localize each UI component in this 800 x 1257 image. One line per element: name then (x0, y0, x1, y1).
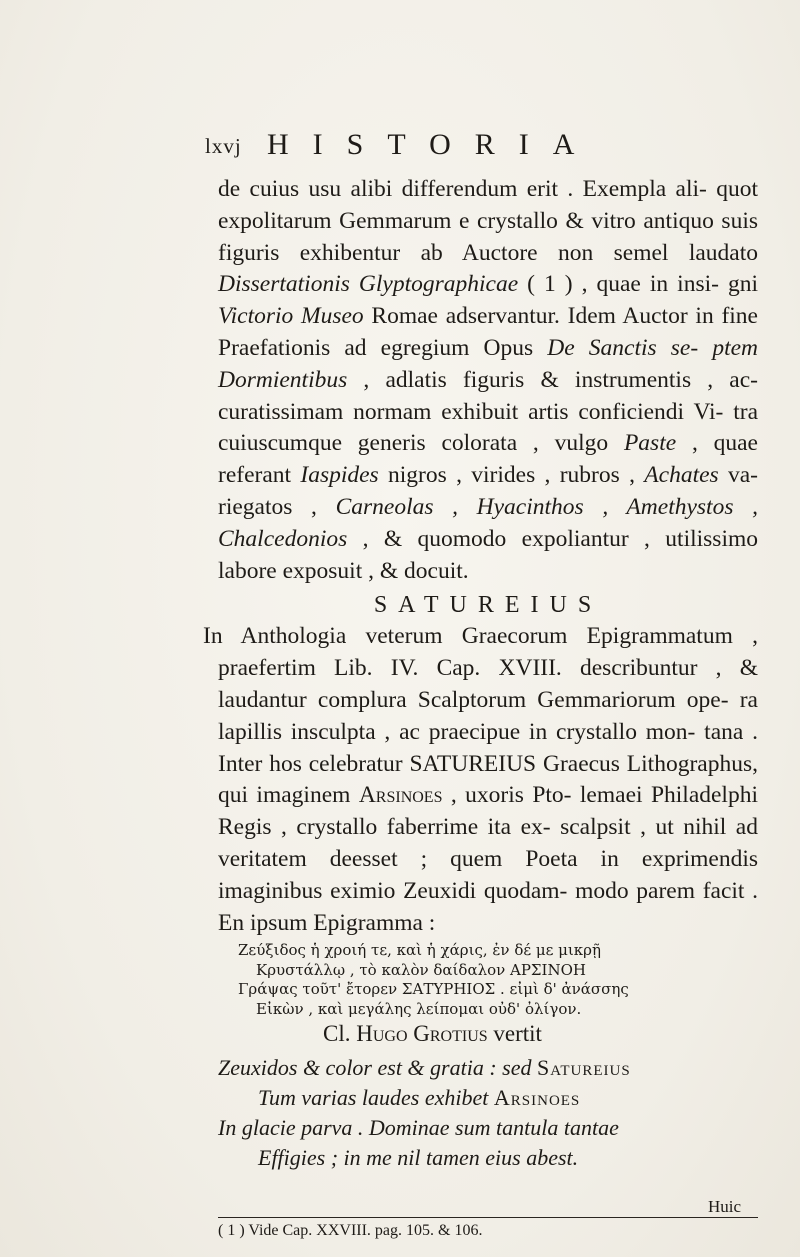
text-line: laudato (688, 239, 758, 266)
verse-line (218, 1083, 758, 1113)
section-heading: SATUREIUS (373, 592, 603, 619)
text-line: in exprimendis imaginibus eximio Zeuxidi quodam- (218, 845, 758, 904)
text-line: & docuit. (379, 557, 469, 584)
text-line: In Anthologia veterum Graecorum Epigrammatum , (203, 623, 758, 650)
page-number: lxvj (205, 134, 242, 158)
text-line: antiquo suis figuris exhibentur ab Auctore non semel (218, 207, 759, 266)
term: Paste (623, 430, 677, 457)
text-line: praefertim Lib. IV. Cap. XVIII. describuntur , & (218, 655, 758, 682)
text-line: gni (727, 271, 758, 298)
text-line: tra cuiuscumque generis colorata , vulgo (218, 398, 759, 457)
text-line: va- (718, 462, 758, 489)
text-line: & quomodo expoliantur , utilissimo labore exposuit , (218, 525, 759, 584)
greek-line: Εἰκὼν , καὶ μεγάλης λείπομαι οὐδ' ὀλίγον. (256, 999, 582, 1018)
person-name: Satureius (536, 1055, 631, 1081)
text-line: vertit (487, 1021, 542, 1047)
text-line: ra lapillis insculpta , ac praecipue in crystallo mon- (218, 686, 758, 745)
text-line: , (347, 525, 369, 552)
person-name: Hugo Grotius (356, 1021, 488, 1047)
text-line: , adlatis figuris & instrumentis , ac- (347, 366, 758, 393)
greek-line: Γράψας τοῦτ' ἔτορεν ΣΑΤΥΡΗΙΟΣ . εἰμὶ δ' ἀνάσσης (238, 980, 629, 999)
footnote: ( 1 ) Vide Cap. XXVIII. pag. 105. & 106. (218, 1222, 483, 1239)
text-line: curatissimam normam exhibuit artis conficiendi Vi- (218, 398, 724, 425)
text-line: lemaei Philadelphi Regis , crystallo faberrime ita ex- (218, 782, 758, 841)
paragraph-anthologia (203, 621, 758, 939)
verse-text: Tum varias laudes exhibet (258, 1085, 494, 1111)
greek-epigram (238, 941, 758, 1019)
greek-line: Ζεύξιδος ἡ χροιή τε, καὶ ἡ χάρις, ἐν δέ με μικρῇ (238, 941, 601, 960)
text-line: in fine Praefationis ad egregium Opus (218, 303, 758, 361)
text-line: quot expolitarum Gemmarum e crystallo & vitro (218, 176, 759, 234)
footnote-rule (218, 1217, 758, 1218)
text-line: laudantur complura Scalptorum Gemmariorum ope- (218, 686, 729, 713)
page-header (205, 128, 745, 168)
person-name: Arsinoes (358, 782, 443, 809)
term: Iaspides (300, 462, 379, 489)
text-line: , quae (676, 430, 758, 457)
latin-translation (218, 1053, 758, 1173)
book-title: De Sanctis se- (547, 334, 699, 361)
verse-line: Effigies ; in me nil tamen eius abest. (258, 1145, 579, 1171)
text-line: riegatos , (218, 493, 336, 520)
text-line: modo parem facit . En ipsum Epigramma : (218, 877, 758, 936)
text-line: Lithographus, qui imaginem (218, 750, 758, 809)
text-line: , uxoris Pto- (442, 782, 572, 809)
term: Carneolas , Hyacinthos , Amethystos , Chalcedonios (218, 493, 758, 552)
verse-text: Zeuxidos & color est & gratia : sed (218, 1055, 537, 1081)
greek-line: Κρυστάλλῳ , τὸ καλὸν δαίδαλον ΑΡΣΙΝΟΗ (256, 960, 586, 979)
text-line: ( 1 ) , quae in insi- (518, 271, 719, 298)
person-name: Arsinoes (493, 1085, 581, 1111)
verse-line (218, 1053, 758, 1083)
text-line: nigros , virides , rubros , (378, 462, 645, 489)
main-text (203, 174, 759, 1173)
text-line: scalpsit , ut nihil ad veritatem deesset ; quem Poeta (218, 814, 758, 872)
translator-attribution (218, 1019, 758, 1049)
term: Achates (644, 462, 719, 489)
text-line: Cl. (323, 1021, 357, 1047)
paragraph-dissertation (218, 174, 758, 587)
text-line: referant (218, 462, 301, 489)
text-line: de cuius usu alibi differendum erit . Exempla ali- (218, 176, 707, 202)
verse-line: In glacie parva . Dominae sum tantula tantae (218, 1115, 619, 1141)
running-title: HISTORIA (267, 128, 599, 161)
catchword: Huic (708, 1197, 742, 1216)
book-title: Dissertationis Glyptographicae (218, 271, 519, 298)
text-line: tana . Inter hos celebratur SATUREIUS Graecus (218, 718, 758, 777)
museum-name: Victorio Museo (218, 303, 364, 330)
text-line: Romae adservantur. Idem Auctor (363, 303, 688, 330)
book-title: ptem Dormientibus (218, 334, 759, 393)
